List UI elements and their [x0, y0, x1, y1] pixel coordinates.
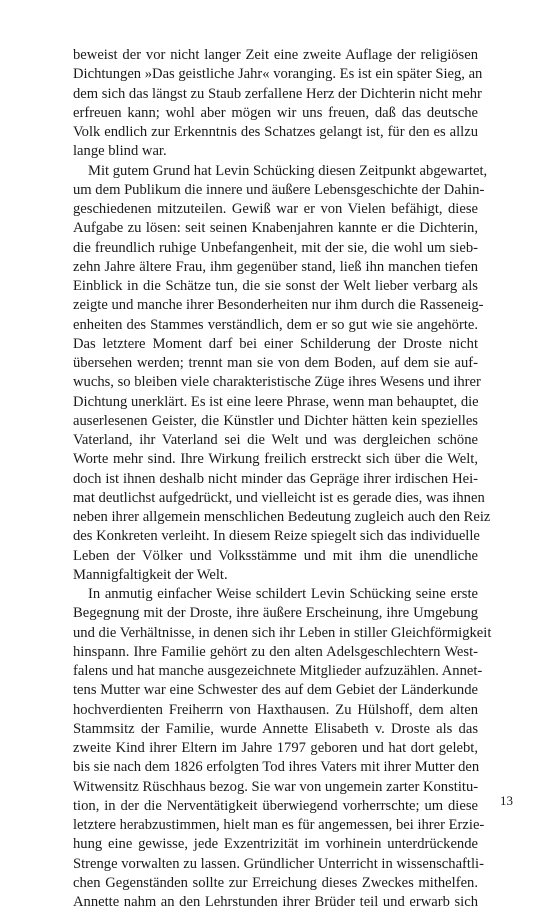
text-line: Einblick in die Schätze tun, die sie sonst der Welt lieber verbarg als	[73, 278, 478, 294]
text-line: Aufgabe zu lösen: seit seinen Knabenjahren kannte er die Dichterin,	[73, 220, 478, 237]
text-line: auserlesenen Geister, die Künstler und Dichter hätten kein spezielles	[73, 412, 478, 429]
text-line: mat deutlichst aufgedrückt, und vielleicht ist es gerade dies, was ihnen	[73, 489, 485, 506]
text-line: Annette nahm an den Lehrstunden ihrer Brüder teil und erwarb sich	[73, 894, 478, 910]
text-line: hinspann. Ihre Familie gehört zu den alten Adelsgeschlechtern West-	[73, 643, 478, 660]
text-line: In anmutig einfacher Weise schildert Levin Schücking seine erste	[88, 586, 478, 602]
text-line: neben ihrer allgemein menschlichen Bedeutung zugleich auch den Reiz	[73, 509, 491, 525]
text-line: tens Mutter war eine Schwester des auf dem Gebiet der Länderkunde	[73, 682, 478, 699]
text-line: geschiedenen mitzuteilen. Gewiß war er von Vielen befähigt, diese	[73, 201, 478, 217]
text-line: Worte mehr sind. Ihre Wirkung freilich erstreckt sich über die Welt,	[73, 451, 478, 468]
text-line: tion, in der die Nerventätigkeit überwiegend vorherrschte; um diese	[73, 797, 478, 814]
text-line: zweite Kind ihrer Eltern im Jahre 1797 geboren und hat dort gelebt,	[73, 740, 478, 756]
text-line: falens und hat manche ausgezeichnete Mitglieder aufzuzählen. Annet-	[73, 663, 483, 679]
page-number: 13	[500, 793, 513, 808]
text-line: Leben der Völker und Volksstämme und mit ihm die unendliche	[73, 547, 478, 564]
text-line: hung eine gewisse, jede Exzentrizität im vorhinein unterdrückende	[73, 836, 478, 853]
text-line: Dichtungen »Das geistliche Jahr« voranging. Es ist ein später Sieg, an	[73, 66, 483, 83]
paragraph	[73, 46, 483, 162]
body-text	[73, 46, 492, 912]
text-line: enheiten des Stammes verständlich, dem er so gut wie sie angehörte.	[73, 316, 478, 333]
text-line: hochverdienten Freiherrn von Haxthausen. Zu Hülshoff, dem alten	[73, 701, 478, 718]
text-line: Vaterland, ihr Vaterland sei die Welt und was dergleichen schöne	[73, 432, 478, 448]
text-line: übersehen werden; trennt man sie von dem Boden, auf dem sie auf-	[73, 355, 478, 371]
text-line: Strenge vorwalten zu lassen. Gründlicher Unterricht in wissenschaftli-	[73, 855, 484, 872]
text-line: beweist der vor nicht langer Zeit eine zweite Auflage der religiösen	[73, 47, 478, 63]
text-line: Dichtung unerklärt. Es ist eine leere Phrase, wenn man behauptet, die	[73, 393, 479, 410]
text-line: erfreuen kann; wohl aber mögen wir uns freuen, daß das deutsche	[73, 104, 478, 121]
text-line: Mit gutem Grund hat Levin Schücking diesen Zeitpunkt abgewartet,	[88, 162, 488, 179]
text-line: Volk endlich zur Erkenntnis des Schatzes gelangt ist, für den es allzu	[73, 124, 478, 140]
text-line: zeigte und manche ihrer Besonderheiten nur ihm durch die Rasseneig-	[73, 297, 484, 314]
text-line: Stammsitz der Familie, wurde Annette Elisabeth v. Droste als das	[73, 720, 478, 737]
text-line: Mannigfaltigkeit der Welt.	[73, 566, 228, 583]
text-line: Witwensitz Rüschhaus bezog. Sie war von ungemein zarter Konstitu-	[73, 778, 479, 795]
paragraph	[73, 162, 491, 586]
text-line: zehn Jahre ältere Frau, ihm gegenüber stand, ließ ihn manchen tiefen	[73, 258, 478, 275]
text-line: dem sich das längst zu Staub zerfallene Herz der Dichterin nicht mehr	[73, 85, 482, 102]
text-line: wuchs, so bleiben viele charakteristische Züge ihres Wesens und ihrer	[73, 374, 481, 391]
text-line: Begegnung mit der Droste, ihre äußere Erscheinung, ihre Umgebung	[73, 605, 478, 622]
text-line: des Konkreten verleiht. In diesem Reize spiegelt sich das individuelle	[73, 528, 480, 545]
text-line: die freundlich ruhige Unbefangenheit, mit der sie, die wohl um sieb-	[73, 239, 478, 256]
text-line: letztere herabzustimmen, hielt man es für angemessen, bei ihrer Erzie-	[73, 817, 485, 833]
text-line: doch ist ihnen deshalb nicht minder das Gepräge ihrer irdischen Hei-	[73, 470, 478, 487]
paragraph	[73, 585, 492, 912]
text-line: bis sie nach dem 1826 erfolgten Tod ihres Vaters mit ihrer Mutter den	[73, 759, 480, 776]
text-line: lange blind war.	[73, 143, 167, 160]
text-line: chen Gegenständen sollte zur Erreichung dieses Zweckes mithelfen.	[73, 874, 478, 891]
text-line: um dem Publikum die innere und äußere Lebensgeschichte der Dahin-	[73, 181, 485, 198]
text-line: Das letztere Moment darf bei einer Schilderung der Droste nicht	[73, 335, 478, 352]
text-line: und die Verhältnisse, in denen sich ihr Leben in stiller Gleichförmigkeit	[73, 624, 492, 641]
